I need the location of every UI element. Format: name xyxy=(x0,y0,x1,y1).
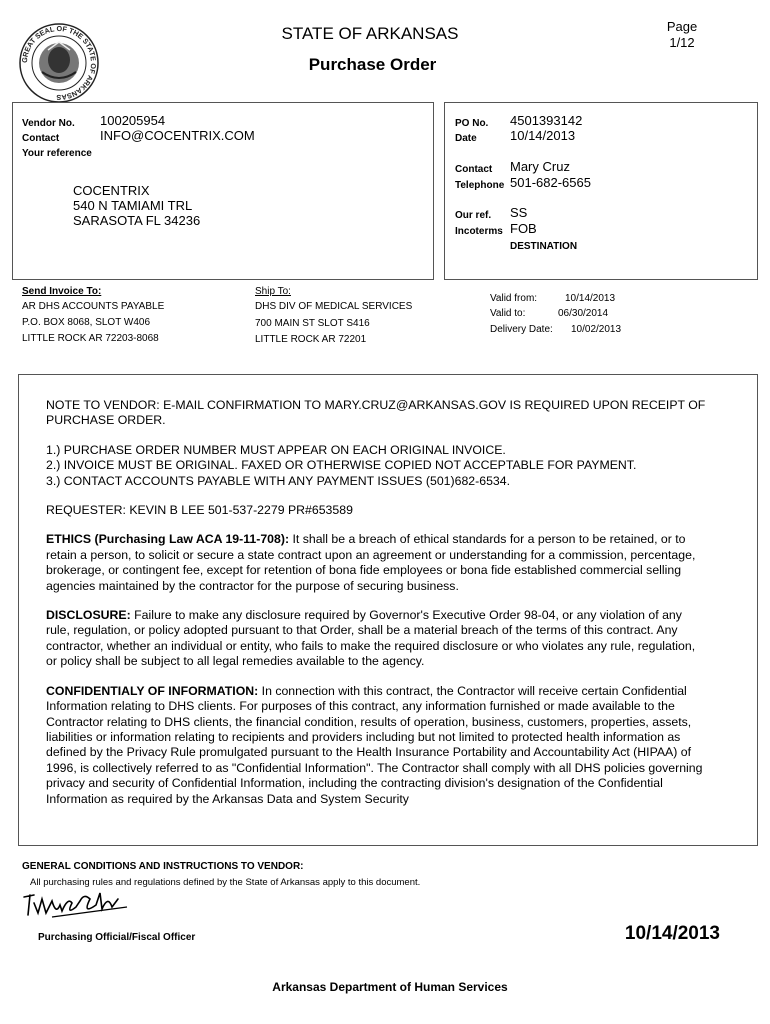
signature xyxy=(22,885,132,925)
send-invoice-line-3: LITTLE ROCK AR 72203-8068 xyxy=(22,333,159,344)
ethics-title: ETHICS (Purchasing Law ACA 19-11-708): xyxy=(46,532,290,547)
official-label: Purchasing Official/Fiscal Officer xyxy=(38,932,196,943)
valid-from-label: Valid from: xyxy=(490,293,538,304)
po-box xyxy=(444,102,758,280)
delivery-date: 10/02/2013 xyxy=(571,324,622,335)
vendor-address-line-2: 540 N TAMIAMI TRL xyxy=(73,198,193,213)
confidentiality-text: In connection with this contract, the Contractor will receive certain Confidential Information relating to DHS clients. For purposes of this contract, any information furnished or made available to the Contractor relating to DHS clients, the financial condition, results of operation, business, customers, properties, assets, liabilities or information relating to recipients and providers including but not limited to protected health information as defined by the Privacy Rule promulgated pursuant to the Health Insurance Portability and Accountability Act (HIPAA) of 1996, is collectively referred to as "Confidential Information". The Contractor shall comply with all DHS policies governing privacy and security of Confidential Information, including the contracting division's designation of the Confidential Information as required by the Arkansas Data and System Security xyxy=(46,683,703,806)
telephone-label: Telephone xyxy=(455,180,505,191)
signed-date: 10/14/2013 xyxy=(624,923,720,944)
valid-from: 10/14/2013 xyxy=(565,293,616,304)
po-contact: Mary Cruz xyxy=(510,159,570,174)
instruction-3: 3.) CONTACT ACCOUNTS PAYABLE WITH ANY PAYMENT ISSUES (501)682-6534. xyxy=(46,473,511,488)
po-no-label: PO No. xyxy=(455,118,489,129)
notes-body xyxy=(46,398,706,821)
vendor-contact: INFO@COCENTRIX.COM xyxy=(100,128,255,143)
po-contact-label: Contact xyxy=(455,164,493,175)
delivery-date-label: Delivery Date: xyxy=(490,324,553,335)
ship-to-line-1: DHS DIV OF MEDICAL SERVICES xyxy=(255,301,413,312)
send-invoice-line-2: P.O. BOX 8068, SLOT W406 xyxy=(22,317,151,328)
instruction-1: 1.) PURCHASE ORDER NUMBER MUST APPEAR ON EACH ORIGINAL INVOICE. xyxy=(46,442,506,457)
vendor-address-line-1: COCENTRIX xyxy=(73,183,150,198)
state-heading: STATE OF ARKANSAS xyxy=(281,24,459,43)
svg-text:GREAT SEAL OF THE STATE OF ARK: GREAT SEAL OF THE STATE OF ARKANSAS xyxy=(19,23,99,103)
disclosure-title: DISCLOSURE: xyxy=(46,608,131,623)
vendor-note: NOTE TO VENDOR: E-MAIL CONFIRMATION TO MARY.CRUZ@ARKANSAS.GOV IS REQUIRED UPON RECEIPT OF PURCHASE ORDER. xyxy=(46,398,706,428)
incoterms: FOB xyxy=(510,221,537,236)
po-date-label: Date xyxy=(455,133,477,144)
document-title: Purchase Order xyxy=(308,55,437,74)
state-seal xyxy=(18,22,100,104)
our-ref: SS xyxy=(510,205,528,220)
send-invoice-line-1: AR DHS ACCOUNTS PAYABLE xyxy=(22,301,165,312)
vendor-no: 100205954 xyxy=(100,113,166,128)
your-reference-label: Your reference xyxy=(22,148,92,159)
vendor-no-label: Vendor No. xyxy=(22,118,75,129)
confidentiality-title: CONFIDENTIALY OF INFORMATION: xyxy=(46,683,259,698)
incoterms-label: Incoterms xyxy=(455,226,503,237)
ethics-paragraph xyxy=(46,532,706,594)
ship-to-line-2: 700 MAIN ST SLOT S416 xyxy=(255,318,370,329)
destination: DESTINATION xyxy=(510,241,578,252)
agency-name: Arkansas Department of Human Services xyxy=(272,980,508,994)
confidentiality-paragraph xyxy=(46,684,706,807)
po-date: 10/14/2013 xyxy=(510,128,576,143)
valid-to: 06/30/2014 xyxy=(558,308,609,319)
po-no: 4501393142 xyxy=(510,113,583,128)
disclosure-paragraph xyxy=(46,608,706,670)
ship-to-line-3: LITTLE ROCK AR 72201 xyxy=(255,334,367,345)
page-label: Page xyxy=(666,19,698,34)
telephone: 501-682-6565 xyxy=(510,175,591,190)
disclosure-text: Failure to make any disclosure required by Governor's Executive Order 98-04, or any violation of any rule, regulation, or policy adopted pursuant to that Order, shall be a material breach of the terms of this contract. Any contractor, whether an individual or entity, who fails to make the required disclosure or who violates any rule, regulation, or policy shall be subject to all legal remedies available to the agency. xyxy=(46,608,696,669)
requester: REQUESTER: KEVIN B LEE 501-537-2279 PR#653589 xyxy=(46,503,353,518)
page-number: 1/12 xyxy=(669,35,695,50)
ship-to-title: Ship To: xyxy=(255,286,291,297)
valid-to-label: Valid to: xyxy=(490,308,526,319)
general-conditions-title: GENERAL CONDITIONS AND INSTRUCTIONS TO VENDOR: xyxy=(22,861,304,872)
vendor-address-line-3: SARASOTA FL 34236 xyxy=(73,213,201,228)
instruction-2: 2.) INVOICE MUST BE ORIGINAL. FAXED OR OTHERWISE COPIED NOT ACCEPTABLE FOR PAYMENT. xyxy=(46,458,637,473)
our-ref-label: Our ref. xyxy=(455,210,492,221)
send-invoice-title: Send Invoice To: xyxy=(22,286,102,297)
ethics-text: It shall be a breach of ethical standards for a person to be retained, or to retain a person, to solicit or secure a state contract upon an agreement or understanding for a commission, percentage, brokerage, or contingent fee, except for retention of bona fide employees or bona fide established commercial selling agencies maintained by the contractor for the purpose of securing business. xyxy=(46,532,696,593)
general-conditions-text: All purchasing rules and regulations defined by the State of Arkansas apply to this document. xyxy=(30,877,421,888)
vendor-contact-label: Contact xyxy=(22,133,60,144)
